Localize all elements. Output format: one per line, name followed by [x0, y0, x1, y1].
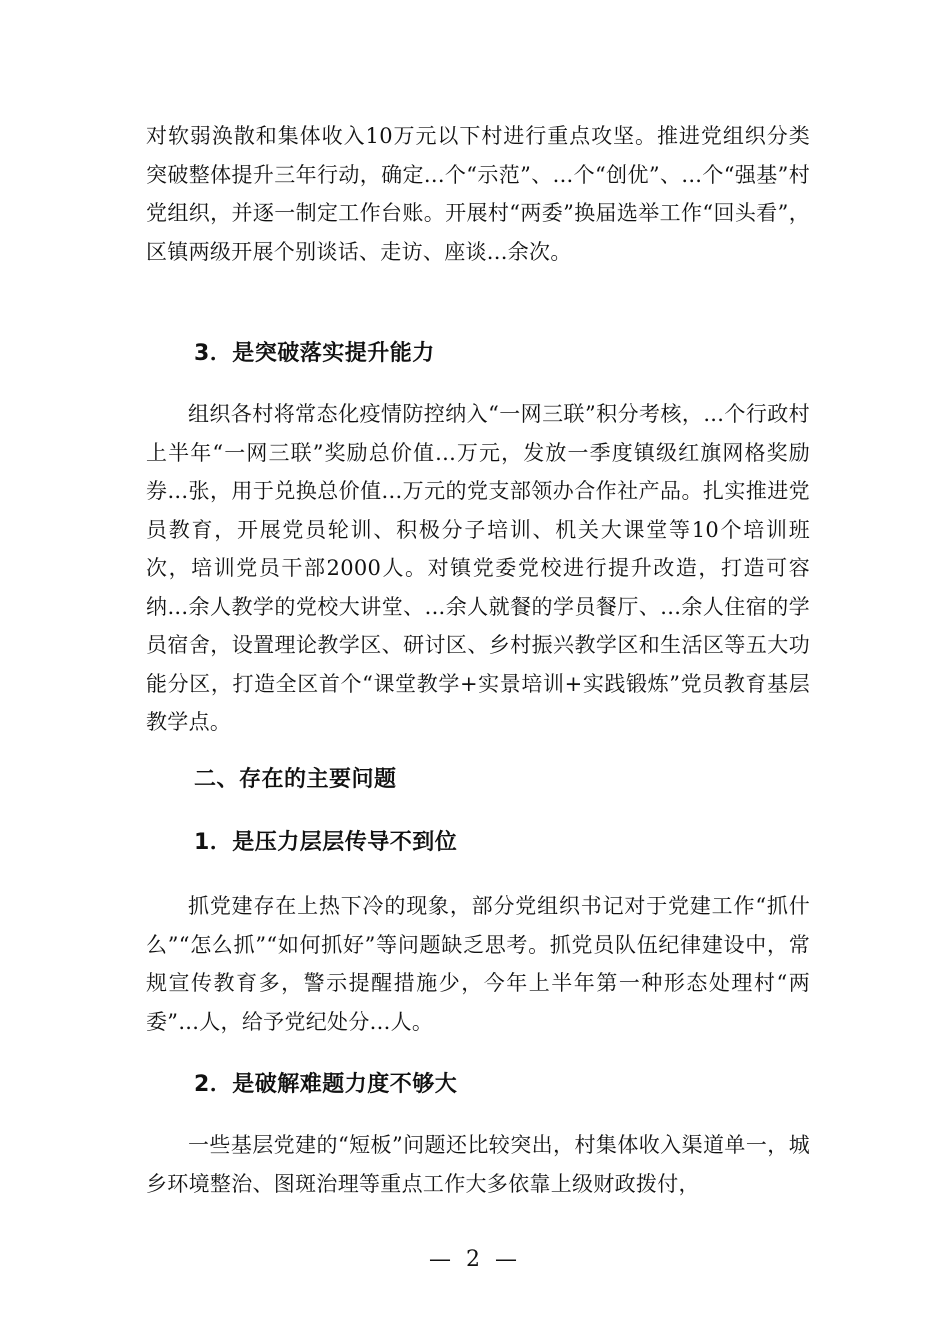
section-heading-text: 二、存在的主要问题 — [194, 767, 397, 792]
paragraph-problems — [146, 1126, 810, 1203]
page-number: — 2 — — [429, 1247, 521, 1272]
paragraph-continuation — [146, 117, 810, 271]
subheading-3 — [146, 339, 810, 369]
section-heading-2 — [146, 765, 810, 795]
paragraph-text: 抓党建存在上热下冷的现象，部分党组织书记对于党建工作“抓什么”“怎么抓”“如何抓好”等问题缺乏思考。抓党员队伍纪律建设中，常规宣传教育多，警示提醒措施少，今年上半年第一种形态处理村“两委”...人，给予党纪处分...人。 — [146, 894, 810, 1034]
subheading-text: 3．是突破落实提升能力 — [194, 341, 435, 366]
paragraph-text: 一些基层党建的“短板”问题还比较突出，村集体收入渠道单一，城乡环境整治、图斑治理等重点工作大多依靠上级财政拨付， — [146, 1133, 810, 1196]
subheading-1 — [146, 828, 810, 858]
paragraph-capacity — [146, 395, 810, 742]
subheading-text: 2．是破解难题力度不够大 — [194, 1072, 458, 1097]
paragraph-pressure — [146, 887, 810, 1041]
subheading-2 — [146, 1070, 810, 1100]
paragraph-text: 组织各村将常态化疫情防控纳入“一网三联”积分考核，...个行政村上半年“一网三联”奖励总价值...万元，发放一季度镇级红旗网格奖励券...张，用于兑换总价值...万元的党支部领办合作社产品。扎实推进党员教育，开展党员轮训、积极分子培训、机关大课堂等10个培训班次，培训党员干部2000人。对镇党委党校进行提升改造，打造可容纳...余人教学的党校大讲堂、...余人就餐的学员餐厅、...余人住宿的学员宿舍，设置理论教学区、研讨区、乡村振兴教学区和生活区等五大功能分区，打造全区首个“课堂教学+实景培训+实践锻炼”党员教育基层教学点。 — [146, 402, 810, 734]
subheading-text: 1．是压力层层传导不到位 — [194, 830, 458, 855]
paragraph-text: 对软弱涣散和集体收入10万元以下村进行重点攻坚。推进党组织分类突破整体提升三年行动，确定...个“示范”、...个“创优”、...个“强基”村党组织，并逐一制定工作台账。开展村“两委”换届选举工作“回头看”，区镇两级开展个别谈话、走访、座谈...余次。 — [146, 124, 810, 264]
